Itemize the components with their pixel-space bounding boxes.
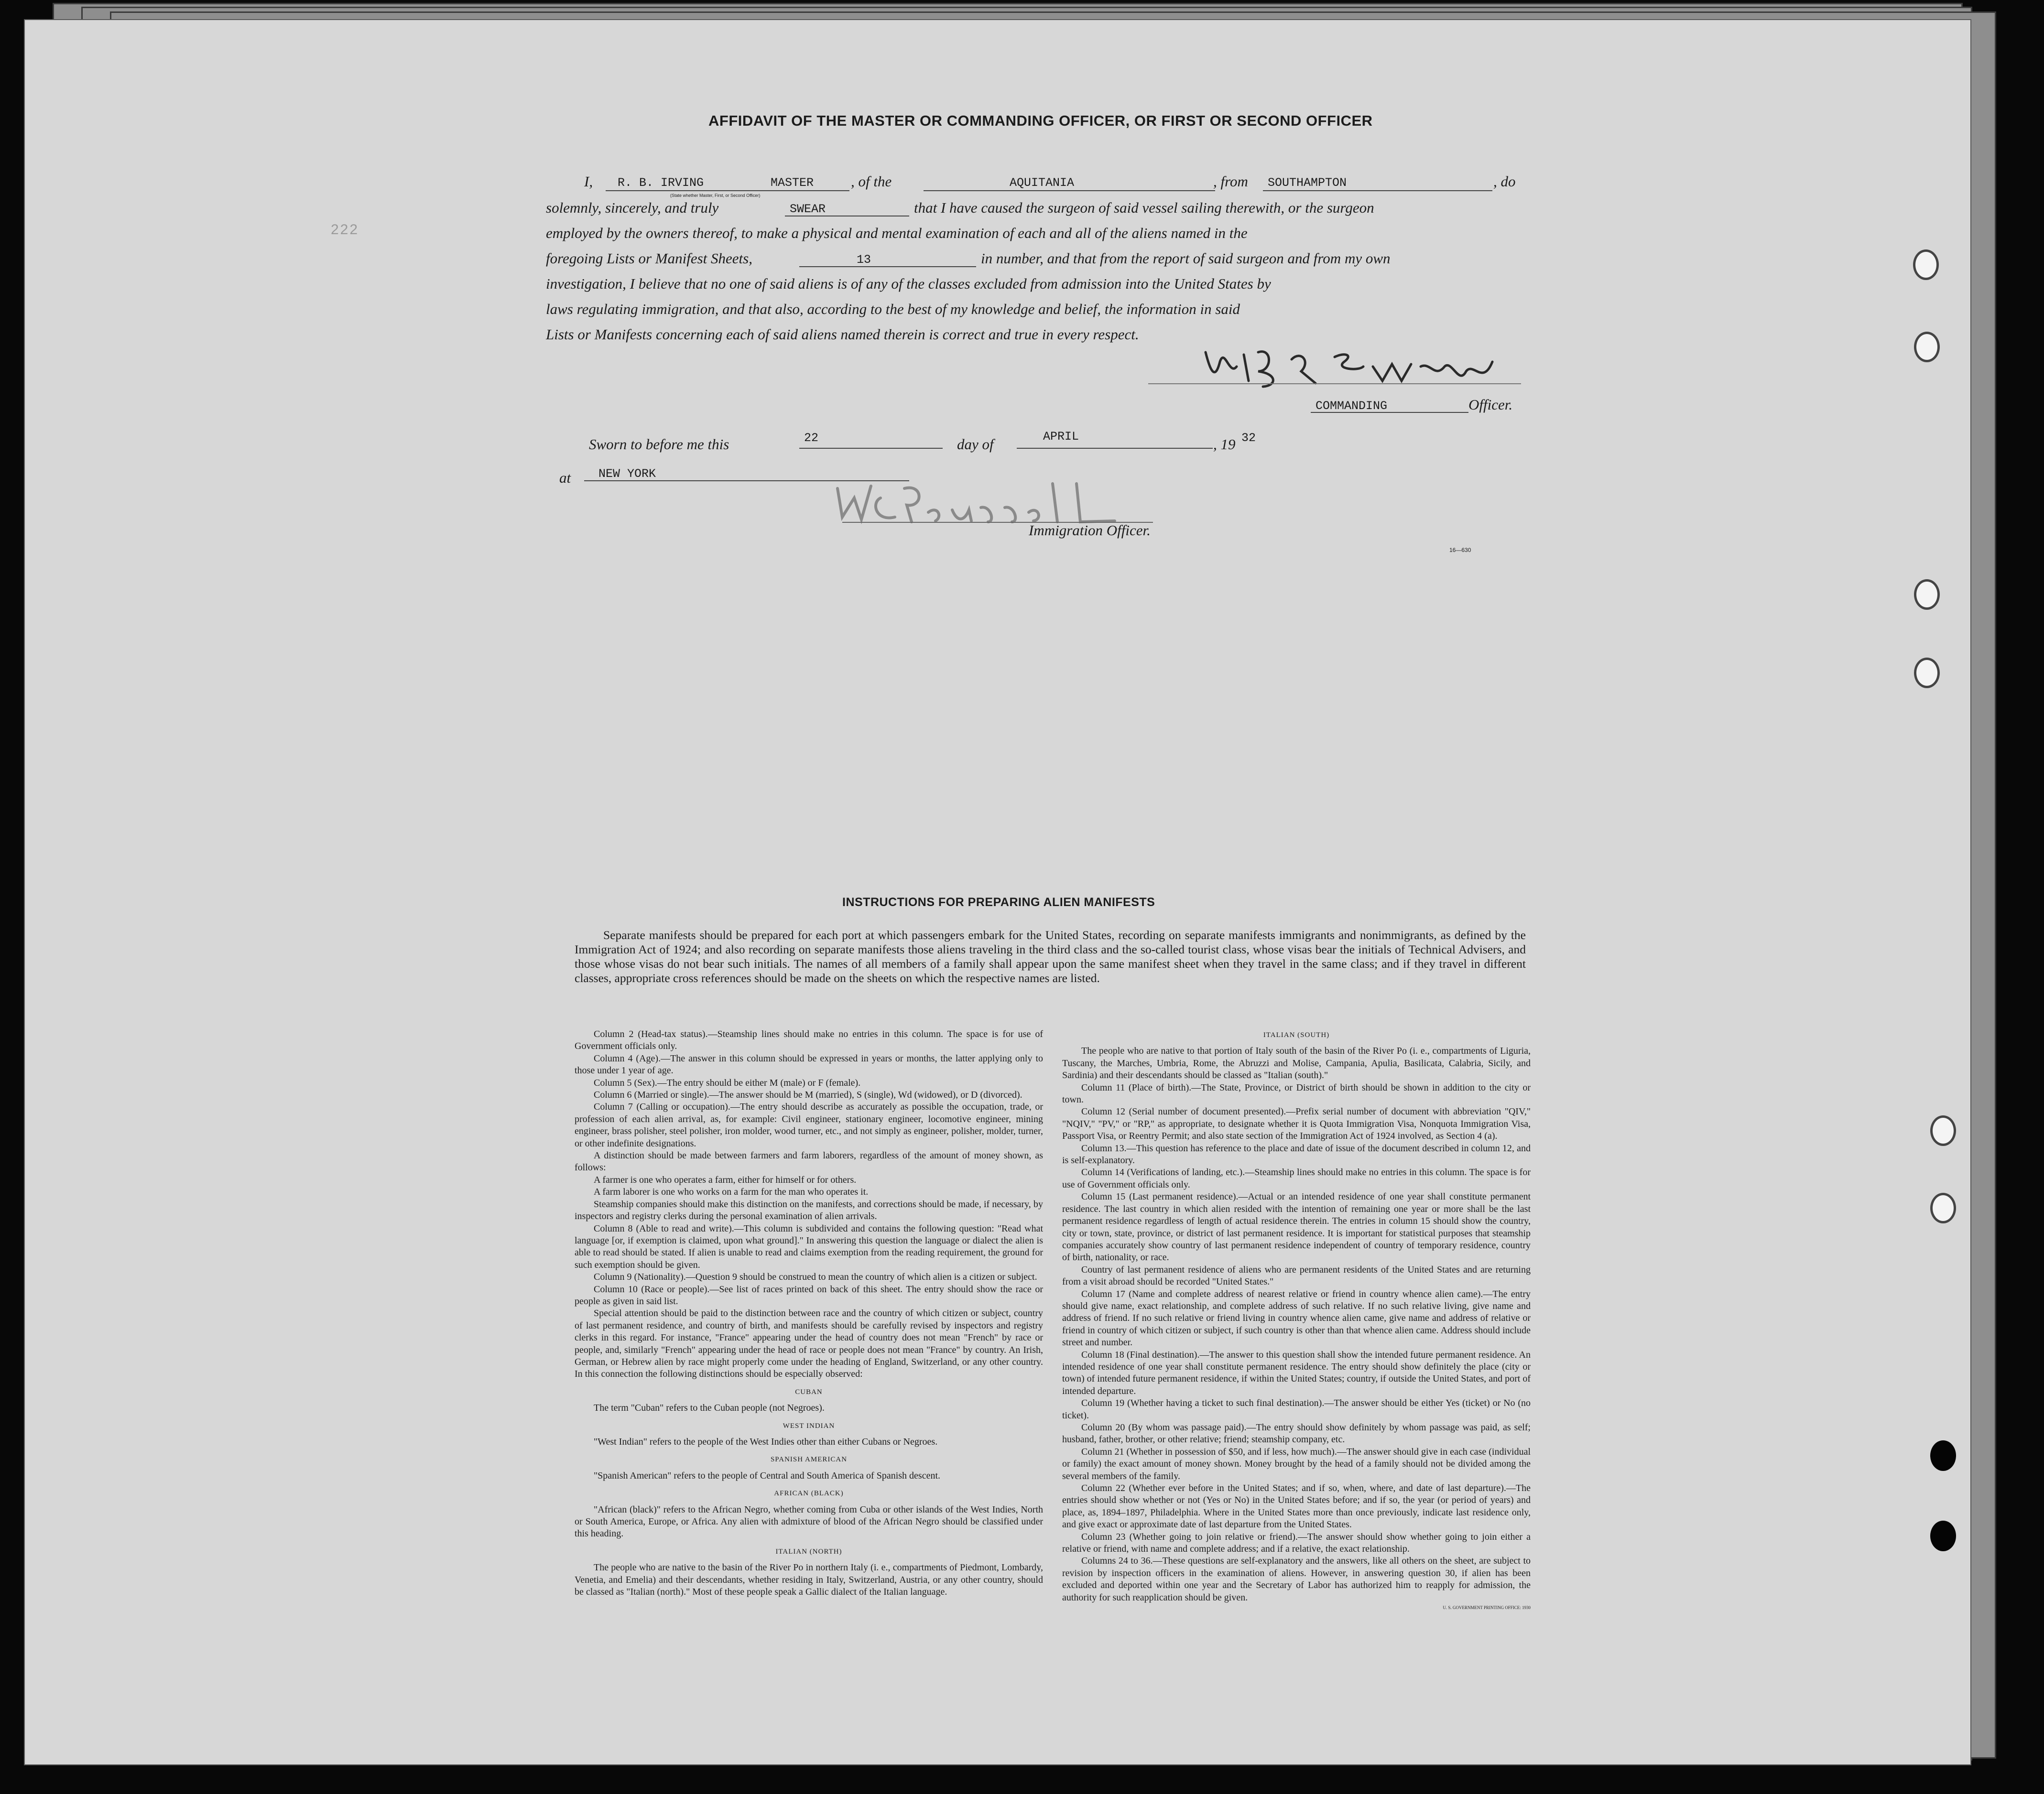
vessel-name-field: AQUITANIA	[1010, 176, 1075, 190]
instruction-paragraph: Special attention should be paid to the distinction between race and the country of which citizen or subject, country of last permanent residence, and country of birth, and manifests should be carefully revised by inspectors and registry clerks in this regard. For instance, "France" appearing under the head of country does not mean "French" by race or people, and, similarly "French" appearing under the head of race or people does not mean "France" by country. An Irish, German, or Hebrew alien by race might properly come under the heading of England, Switzerland, or any other country. In this connection the following distinctions should be especially observed:	[575, 1308, 1043, 1380]
instructions-right-column	[1062, 1024, 1531, 1614]
vessel-rule	[924, 190, 1215, 191]
instruction-paragraph: Column 17 (Name and complete address of nearest relative or friend in country whence alien came).—The entry should give name, exact relationship, and complete address of such relative. If no such relative living, give name and address of friend. If no such relative or friend living in country whence alien came, give name and address of relative or friend in country of which citizen or subject, if such country is other than that whence alien came. Address should include street and number.	[1062, 1288, 1531, 1348]
instruction-paragraph: Column 13.—This question has reference to the place and date of issue of the document described in column 12, and is self-explanatory.	[1062, 1143, 1531, 1166]
instruction-paragraph: A farm laborer is one who works on a farm for the man who operates it.	[594, 1187, 869, 1198]
text-line-4a: foregoing Lists or Manifest Sheets,	[546, 250, 752, 267]
text-i: I,	[584, 173, 593, 190]
race-heading: CUBAN	[795, 1388, 823, 1396]
sworn-year-field: 32	[1241, 431, 1256, 445]
instruction-paragraph: Column 14 (Verifications of landing, etc.).—Steamship lines should make no entries in this column. The space is for use of Government officials only.	[1062, 1167, 1531, 1190]
text-sworn: Sworn to before me this	[589, 436, 729, 453]
text-line-5: investigation, I believe that no one of said aliens is of any of the classes excluded from admission into the United States by	[546, 275, 1271, 292]
instruction-paragraph: Column 15 (Last permanent residence).—Actual or an intended residence of one year shall constitute permanent residence. The last country in which alien resided with the intention of remaining one year or more shall be the last permanent residence regardless of length of actual residence therein. The entries in column 15 should show the country, city or town, state, province, or district of last permanent residence. It is important for statistical purposes that steamship companies accurately show country of last permanent residence independent of country of temporary residence, country of birth, nationality, or race.	[1062, 1191, 1531, 1263]
instructions-left-column	[575, 1028, 1043, 1600]
printer-imprint: U. S. GOVERNMENT PRINTING OFFICE: 1930	[1443, 1605, 1531, 1610]
instruction-paragraph: Column 5 (Sex).—The entry should be either M (male) or F (female).	[594, 1077, 861, 1088]
form-number: 16—630	[1449, 547, 1471, 553]
manifest-page	[24, 19, 1971, 1765]
text-line-6: laws regulating immigration, and that also, according to the best of my knowledge and belief, the information in said	[546, 301, 1240, 317]
instruction-paragraph: Column 19 (Whether having a ticket to such final destination).—The answer should be either Yes (ticket) or No (no ticket).	[1062, 1398, 1531, 1421]
punch-hole-icon	[1914, 658, 1940, 688]
immigration-officer-label: Immigration Officer.	[1029, 522, 1151, 539]
name-rule	[606, 190, 849, 191]
signature-rule	[1148, 383, 1521, 384]
punch-hole-icon	[1930, 1193, 1956, 1223]
master-signature	[1191, 333, 1516, 395]
rank-note: (State whether Master, First, or Second Officer)	[670, 193, 761, 198]
instruction-paragraph: Column 20 (By whom was passage paid).—The entry should show definitely by whom passage was paid, as self; husband, father, brother, or other relative; friend; steamship company, etc.	[1062, 1422, 1531, 1445]
race-definition: The people who are native to the basin of the River Po in northern Italy (i. e., compartments of Piedmont, Lombardy, Venetia, and Emelia) and their descendants, whether residing in Italy, Switzerland, Austria, or any other country, should be classed as "Italian (north)." Most of these people speak a Gallic dialect of the Italian language.	[575, 1562, 1043, 1598]
punch-hole-icon	[1930, 1521, 1956, 1551]
officer-name-field: R. B. IRVING	[618, 176, 704, 190]
instructions-intro: Separate manifests should be prepared for each port at which passengers embark for the United States, recording on separate manifests immigrants and nonimmigrants, as defined by the Immigration Act of 1924; and also recording on separate manifests those aliens traveling in the third class and the so-called tourist class, whose visas bear the initials of Technical Advisers, and those whose visas do not bear such initials. The names of all members of a family shall appear upon the same manifest sheet when they travel in the same class; and if they travel in different classes, appropriate cross references should be made on the sheets on which the respective names are listed.	[575, 928, 1526, 985]
signer-title-rule	[1311, 412, 1468, 413]
instruction-paragraph: A farmer is one who operates a farm, either for himself or for others.	[594, 1174, 857, 1185]
instruction-paragraph: A distinction should be made between farmers and farm laborers, regardless of the amount of money shown, as follows:	[575, 1150, 1043, 1173]
race-definition: "African (black)" refers to the African Negro, whether coming from Cuba or other islands of the West Indies, North or South America, Europe, or Africa. Any alien with admixture of blood of the African Negro should be classified under this heading.	[575, 1504, 1043, 1539]
instructions-title: INSTRUCTIONS FOR PREPARING ALIEN MANIFESTS	[842, 896, 1155, 909]
race-heading: AFRICAN (BLACK)	[774, 1490, 844, 1498]
port-rule	[1263, 190, 1492, 191]
text-of-the: , of the	[851, 173, 892, 190]
text-year-prefix: , 19	[1213, 436, 1236, 453]
instruction-paragraph: Column 8 (Able to read and write).—This column is subdivided and contains the following question: "Read what language [or, if exemption is claimed, upon what ground]." In answering this question the language or dialect the alien is able to read should be stated. If alien is unable to read and claims exemption from the reading requirement, the ground for such exemption should be given.	[575, 1223, 1043, 1270]
instruction-paragraph: Column 22 (Whether ever before in the United States; and if so, when, where, and date of last departure).—The entries should show whether or not (Yes or No) in the United States before; and if so, the year (or period of years) and place, as, 1894–1897, Philadelphia. Where in the United States more than once previously, indicate last residence only, and give exact or approximate date of last departure from the United States.	[1062, 1483, 1531, 1530]
month-rule	[1017, 448, 1213, 449]
text-do: , do	[1493, 173, 1516, 190]
text-officer: Officer.	[1468, 396, 1513, 413]
instruction-paragraph: Column 21 (Whether in possession of $50, and if less, how much).—The answer should give in each case (individual or family) the exact amount of money shown. Money brought by the head of a family should not be divided among the several members of the family.	[1062, 1446, 1531, 1481]
count-rule	[799, 266, 976, 267]
text-line-3: employed by the owners thereof, to make a physical and mental examination of each and all of the aliens named in the	[546, 225, 1248, 241]
race-heading: SPANISH AMERICAN	[770, 1456, 848, 1464]
port-field: SOUTHAMPTON	[1268, 176, 1347, 190]
punch-hole-icon	[1914, 332, 1940, 362]
text-line-4b: in number, and that from the report of said surgeon and from my own	[981, 250, 1391, 267]
instruction-paragraph: Column 12 (Serial number of document presented).—Prefix serial number of document with abbreviation "QIV," "NQIV," "PV," or "RP," as appropriate, to designate whether it is Quota Immigration Visa, Nonquota Immigration Visa, Passport Visa, or Reentry Permit; and also state section of the Immigration Act of 1924 involved, as Section 4 (a).	[1062, 1106, 1531, 1142]
race-definition: "West Indian" refers to the people of the West Indies other than either Cubans or Negroes.	[594, 1437, 938, 1447]
margin-stamp: 222	[331, 222, 359, 238]
instruction-paragraph: Column 18 (Final destination).—The answer to this question shall show the intended future permanent residence. An intended residence of one year shall constitute permanent residence. The entry should show definitely the place (city or town) of intended future permanent residence, if within the United States; country, if outside the United States, and port of intended departure.	[1062, 1349, 1531, 1396]
instruction-paragraph: Column 6 (Married or single).—The answer should be M (married), S (single), Wd (widowed), or D (divorced).	[594, 1090, 1022, 1101]
officer-rank-field: MASTER	[771, 176, 814, 190]
race-heading: ITALIAN (SOUTH)	[1263, 1031, 1330, 1039]
text-at: at	[559, 469, 571, 486]
text-line-7: Lists or Manifests concerning each of said aliens named therein is correct and true in every respect.	[546, 326, 1139, 343]
sworn-month-field: APRIL	[1043, 430, 1079, 443]
sworn-day-field: 22	[804, 431, 819, 445]
punch-hole-icon	[1930, 1440, 1956, 1471]
day-rule	[799, 448, 943, 449]
instruction-paragraph: Column 9 (Nationality).—Question 9 should be construed to mean the country of which alien is a citizen or subject.	[594, 1272, 1037, 1283]
instruction-paragraph: Column 7 (Calling or occupation).—The entry should describe as accurately as possible the occupation, trade, or profession of each alien arrival, as, for example: Civil engineer, stationary engineer, locomotive engineer, mining engineer, brass polisher, steel polisher, iron molder, wood turner, etc., and not simply as engineer, polisher, molder, turner, or other indefinite designations.	[575, 1102, 1043, 1149]
sheet-count-field: 13	[857, 253, 871, 267]
signer-title-field: COMMANDING	[1316, 399, 1388, 413]
text-solemnly: solemnly, sincerely, and truly	[546, 199, 719, 216]
instruction-paragraph: Steamship companies should make this distinction on the manifests, and corrections should be made, if necessary, by inspectors and registry clerks during the personal examination of alien arrivals.	[575, 1199, 1043, 1222]
race-heading: ITALIAN (NORTH)	[775, 1547, 842, 1556]
oath-field: SWEAR	[790, 202, 826, 216]
text-line-2: that I have caused the surgeon of said vessel sailing therewith, or the surgeon	[914, 199, 1374, 216]
race-definition: The term "Cuban" refers to the Cuban people (not Negroes).	[594, 1403, 825, 1414]
instruction-paragraph: Column 2 (Head-tax status).—Steamship lines should make no entries in this column. The space is for use of Government officials only.	[575, 1029, 1043, 1052]
instruction-paragraph: The people who are native to that portion of Italy south of the basin of the River Po (i. e., compartments of Liguria, Tuscany, the Marches, Umbria, Rome, the Abruzzi and Molise, Campania, Apulia, Basilicata, Calabria, Sicily, and Sardinia) and their descendants should be classed as "Italian (south)."	[1062, 1046, 1531, 1081]
race-definition: "Spanish American" refers to the people of Central and South America of Spanish descent.	[594, 1470, 941, 1481]
sworn-place-field: NEW YORK	[598, 467, 656, 481]
text-from: , from	[1213, 173, 1248, 190]
punch-hole-icon	[1914, 579, 1940, 610]
instruction-paragraph: Column 10 (Race or people).—See list of races printed on back of this sheet. The entry should show the race or people as given in said list.	[575, 1284, 1043, 1307]
instruction-paragraph: Country of last permanent residence of aliens who are permanent residents of the United States and are returning from a visit abroad should be recorded "United States."	[1062, 1264, 1531, 1287]
instruction-paragraph: Column 23 (Whether going to join relative or friend).—The answer should show whether going to join either a relative or friend, with name and complete address; and if a relative, the exact relationship.	[1062, 1531, 1531, 1555]
instruction-paragraph: Columns 24 to 36.—These questions are self-explanatory and the answers, like all others on the sheet, are subject to revision by inspection officers in the examination of aliens. However, in answering question 30, if alien has been excluded and deported within one year and the Secretary of Labor has authorized him to reapply for admission, the authority for such reapplication should be given.	[1062, 1556, 1531, 1603]
instruction-paragraph: Column 4 (Age).—The answer in this column should be expressed in years or months, the latter applying only to those under 1 year of age.	[575, 1053, 1043, 1076]
punch-hole-icon	[1930, 1115, 1956, 1146]
affidavit-title: AFFIDAVIT OF THE MASTER OR COMMANDING OFFICER, OR FIRST OR SECOND OFFICER	[708, 112, 1373, 129]
race-heading: WEST INDIAN	[783, 1422, 835, 1430]
punch-hole-icon	[1913, 249, 1939, 280]
text-day-of: day of	[957, 436, 994, 453]
instruction-paragraph: Column 11 (Place of birth).—The State, Province, or District of birth should be shown in addition to the city or town.	[1062, 1082, 1531, 1105]
